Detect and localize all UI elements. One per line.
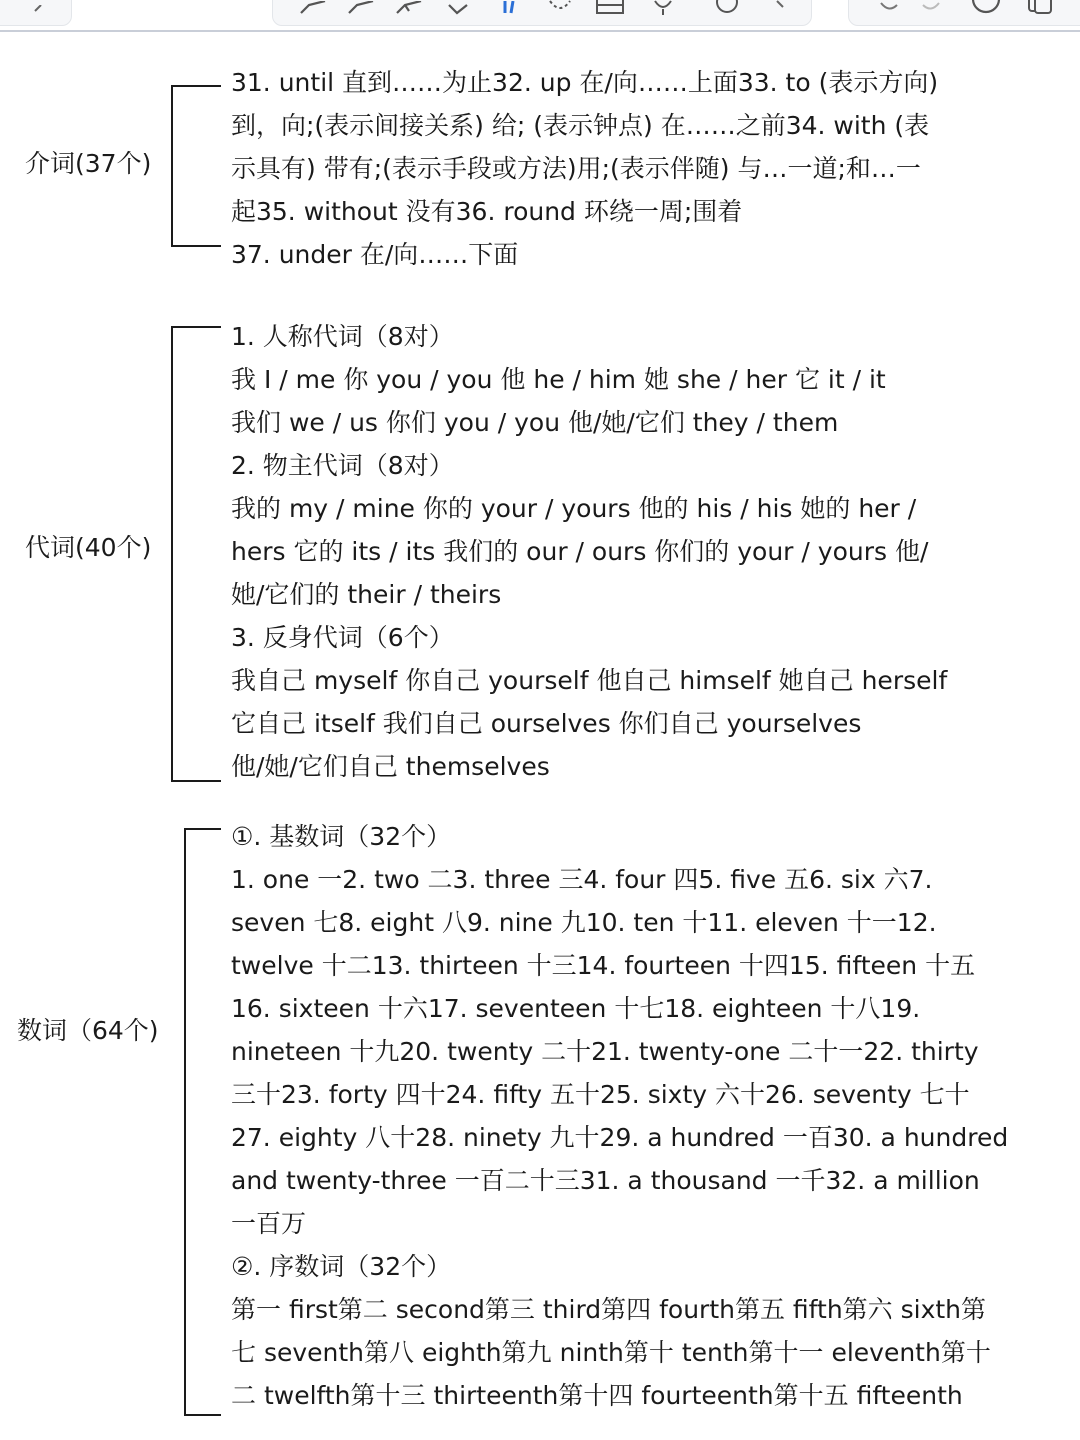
text-line: 七 seventh第八 eighth第九 ninth第十 tenth第十一 eleventh第十 [231, 1338, 991, 1367]
tool-palette [272, 0, 812, 26]
text-line: 她/它们的 their / theirs [231, 580, 502, 609]
brace-bracket [171, 326, 221, 782]
chevron-icon[interactable] [775, 0, 789, 15]
text-line: 起35. without 没有36. round 环绕一周;围着 [231, 197, 743, 226]
text-line: hers 它的 its / its 我们的 our / ours 你们的 your / yours 他/ [231, 537, 929, 566]
text-line: twelve 十二13. thirteen 十三14. fourteen 十四15. fifteen 十五 [231, 951, 976, 980]
text-line: ②. 序数词（32个） [231, 1252, 452, 1281]
category-label: 代词(40个) [25, 533, 152, 562]
section-lines [231, 315, 1074, 788]
text-line: 31. until 直到……为止32. up 在/向……上面33. to (表示方向) [231, 68, 939, 97]
text-line: nineteen 十九20. twenty 二十21. twenty-one 二十一22. thirty [231, 1037, 979, 1066]
text-line: 一百万 [231, 1209, 307, 1238]
text-line: 我们 we / us 你们 you / you 他/她/它们 they / them [231, 408, 839, 437]
shapes-icon[interactable] [715, 0, 745, 15]
text-line: seven 七8. eight 八9. nine 九10. ten 十11. eleven 十一12. [231, 908, 937, 937]
text-line: 37. under 在/向……下面 [231, 240, 519, 269]
toolbar-divider [0, 30, 1080, 32]
microphone-icon[interactable] [651, 0, 675, 15]
text-line: 我自己 myself 你自己 yourself 他自己 himself 她自己 herself [231, 666, 948, 695]
pages-icon[interactable] [1025, 0, 1055, 13]
section-lines [231, 61, 1074, 276]
text-line: 16. sixteen 十六17. seventeen 十七18. eighteen 十八19. [231, 994, 921, 1023]
text-line: 1. one 一2. two 二3. three 三4. four 四5. five 五6. six 六7. [231, 865, 933, 894]
top-toolbar [0, 0, 1080, 30]
text-line: and twenty-three 一百二十三31. a thousand 一千32. a million [231, 1166, 980, 1195]
section-lines [231, 815, 1074, 1417]
marker-icon[interactable] [395, 1, 425, 17]
brace-bracket [184, 828, 221, 1416]
text-icon[interactable] [501, 1, 525, 17]
text-line: 二 twelfth第十三 thirteenth第十四 fourteenth第十五 fifteenth [231, 1381, 963, 1410]
add-icon[interactable] [971, 0, 1001, 13]
text-line: 1. 人称代词（8对） [231, 322, 454, 351]
text-line: 他/她/它们自己 themselves [231, 752, 550, 781]
text-line: 第一 first第二 second第三 third第四 fourth第五 fifth第六 sixth第 [231, 1295, 987, 1324]
redo-icon[interactable] [921, 1, 941, 17]
lasso-icon[interactable] [547, 0, 573, 15]
back-button-container [0, 0, 72, 26]
category-label: 介词(37个) [25, 149, 152, 178]
highlighter-icon[interactable] [347, 1, 377, 17]
eraser-icon[interactable] [445, 1, 475, 17]
undo-icon[interactable] [879, 1, 899, 17]
text-line: 示具有) 带有;(表示手段或方法)用;(表示伴随) 与…一道;和…一 [231, 154, 921, 183]
text-line: 我 I / me 你 you / you 他 he / him 她 she / her 它 it / it [231, 365, 886, 394]
text-line: 3. 反身代词（6个） [231, 623, 454, 652]
text-line: 三十23. forty 四十24. fifty 五十25. sixty 六十26. seventy 七十 [231, 1080, 970, 1109]
back-icon[interactable] [31, 5, 45, 21]
text-line: 27. eighty 八十28. ninety 九十29. a hundred 一百30. a hundred [231, 1123, 1009, 1152]
right-controls [848, 0, 1080, 26]
text-line: 到，向;(表示间接关系) 给; (表示钟点) 在……之前34. with (表 [231, 111, 930, 140]
text-line: ①. 基数词（32个） [231, 822, 452, 851]
image-icon[interactable] [595, 0, 625, 15]
text-line: 它自己 itself 我们自己 ourselves 你们自己 yourselves [231, 709, 862, 738]
brace-bracket [171, 85, 221, 247]
pen-icon[interactable] [299, 1, 329, 17]
text-line: 2. 物主代词（8对） [231, 451, 454, 480]
text-line: 我的 my / mine 你的 your / yours 他的 his / his 她的 her / [231, 494, 917, 523]
category-label: 数词（64个) [17, 1016, 159, 1045]
